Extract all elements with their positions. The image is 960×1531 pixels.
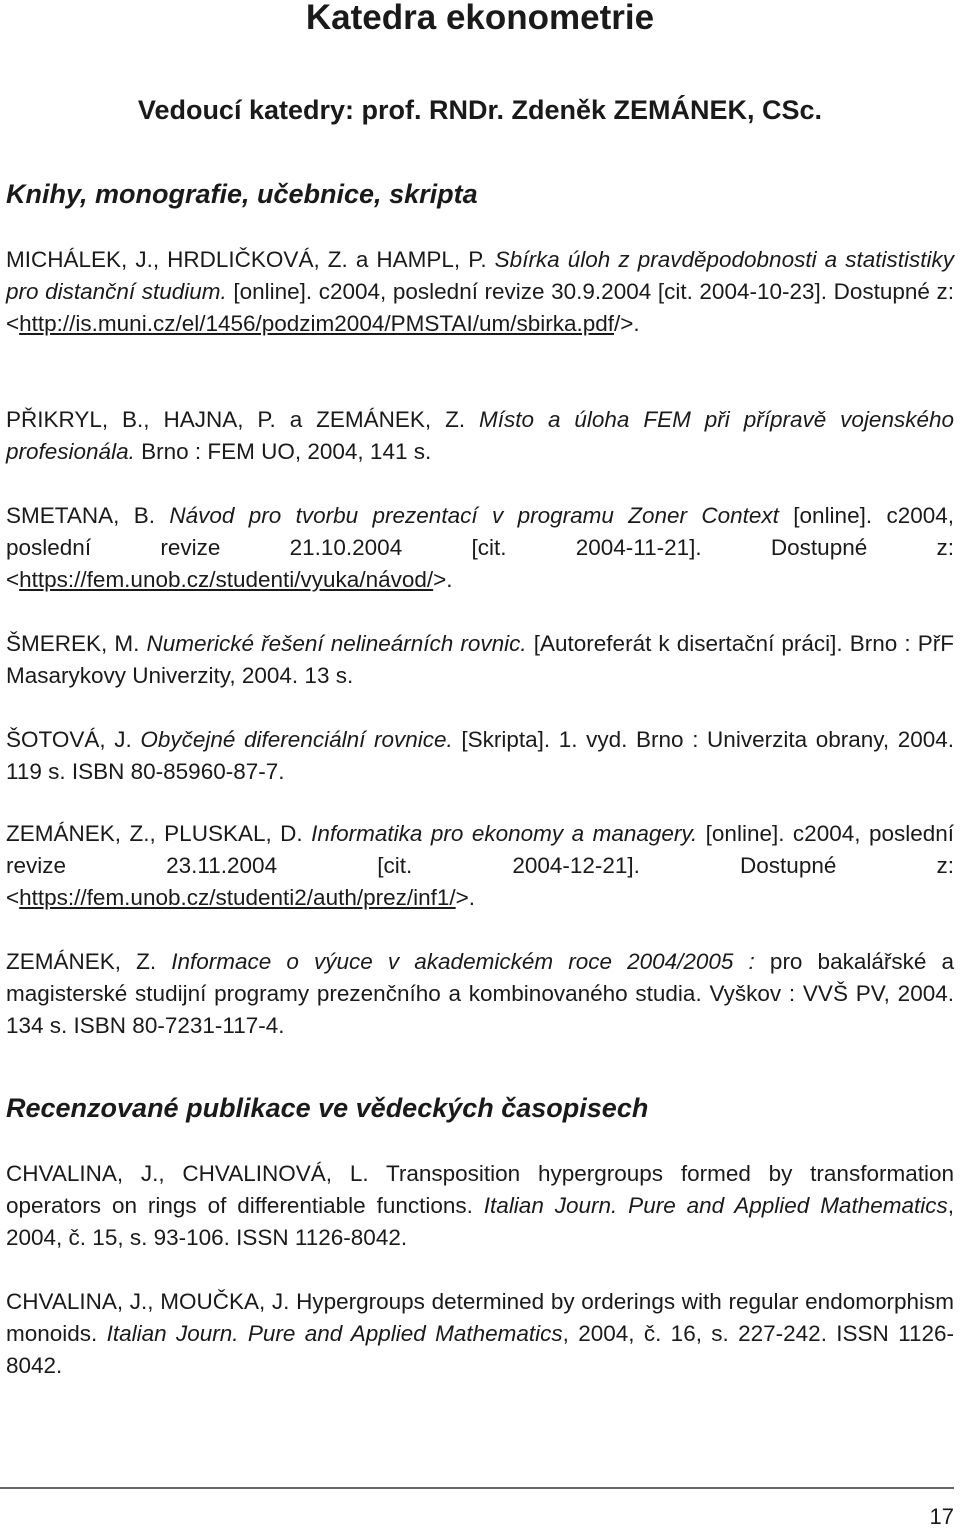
entry-details: [online]. c2004, poslední revize 23.11.2004 [cit. 2004-12-21]. Dostupné z: < — [6, 821, 955, 910]
entry-authors: ZEMÁNEK, Z., PLUSKAL, D. — [6, 821, 312, 846]
entry-details: [Autoreferát k disertační práci]. Brno : PřF Masarykovy Univerzity, 2004. 13 s. — [6, 631, 954, 688]
entry-journal: Italian Journ. Pure and Applied Mathematics — [106, 1321, 563, 1346]
entry-authors: ZEMÁNEK, Z. — [6, 949, 172, 974]
entry-tail: />. — [614, 311, 640, 336]
bibliography-entry — [6, 1158, 954, 1254]
entry-authors: CHVALINA, J., CHVALINOVÁ, L. Transposition hypergroups formed by transformation operators on rings of differentiable functions. — [6, 1161, 954, 1218]
page-title: Katedra ekonometrie — [305, 0, 655, 37]
entry-details: [Skripta]. 1. vyd. Brno : Univerzita obrany, 2004. 119 s. ISBN 80-85960-87-7. — [6, 727, 955, 784]
entry-journal: Italian Journ. Pure and Applied Mathematics — [483, 1193, 948, 1218]
entry-authors: ŠMEREK, M. — [6, 631, 147, 656]
entry-link[interactable]: http://is.muni.cz/el/1456/podzim2004/PMSTAI/um/sbirka.pdf — [19, 311, 614, 336]
bibliography-entry — [6, 818, 954, 914]
bibliography-entry — [6, 500, 954, 596]
bibliography-entry — [6, 724, 954, 788]
entry-details: [online]. c2004, poslední revize 21.10.2004 [cit. 2004-11-21]. Dostupné z: < — [6, 503, 955, 592]
entry-tail: >. — [455, 885, 476, 910]
entry-details: , 2004, č. 15, s. 93-106. ISSN 1126-8042. — [6, 1193, 954, 1250]
entry-title: Místo a úloha FEM při přípravě vojenského profesionála. — [6, 407, 955, 464]
entry-title: Informace o výuce v akademickém roce 2004/2005 : — [171, 949, 755, 974]
section-heading-books: Knihy, monografie, učebnice, skripta — [6, 179, 478, 209]
entry-details: [online]. c2004, poslední revize 30.9.2004 [cit. 2004-10-23]. Dostupné z: < — [6, 279, 954, 336]
entry-authors: ŠOTOVÁ, J. — [6, 727, 141, 752]
footer-divider — [0, 1487, 954, 1489]
entry-details: , 2004, č. 16, s. 227-242. ISSN 1126-8042. — [6, 1321, 954, 1378]
entry-authors: MICHÁLEK, J., HRDLIČKOVÁ, Z. a HAMPL, P. — [6, 247, 495, 272]
entry-details: pro bakalářské a magisterské studijní programy prezenčního a kombinovaného studia. Vyškov : VVŠ PV, 2004. 134 s. ISBN 80-7231-117-4. — [6, 949, 954, 1038]
bibliography-entry — [6, 404, 954, 468]
entry-title: Sbírka úloh z pravděpodobnosti a statististiky pro distanční studium. — [6, 247, 954, 304]
entry-title: Informatika pro ekonomy a managery. — [311, 821, 698, 846]
entry-title: Návod pro tvorbu prezentací v programu Zoner Context — [169, 503, 779, 528]
entry-title: Obyčejné diferenciální rovnice. — [140, 727, 453, 752]
bibliography-entry — [6, 946, 954, 1042]
entry-link[interactable]: https://fem.unob.cz/studenti/vyuka/návod/ — [19, 567, 434, 592]
entry-details: Brno : FEM UO, 2004, 141 s. — [134, 439, 432, 464]
department-head: Vedoucí katedry: prof. RNDr. Zdeněk ZEMÁNEK, CSc. — [137, 95, 823, 125]
bibliography-entry — [6, 628, 954, 692]
entry-link[interactable]: https://fem.unob.cz/studenti2/auth/prez/inf1/ — [19, 885, 456, 910]
entry-authors: PŘIKRYL, B., HAJNA, P. a ZEMÁNEK, Z. — [6, 407, 480, 432]
bibliography-entry — [6, 1286, 954, 1382]
entry-authors: CHVALINA, J., MOUČKA, J. Hypergroups determined by orderings with regular endomorphism monoids. — [6, 1289, 954, 1346]
entry-title: Numerické řešení nelineárních rovnic. — [146, 631, 527, 656]
entry-authors: SMETANA, B. — [6, 503, 170, 528]
entry-tail: >. — [433, 567, 453, 592]
page-number: 17 — [929, 1504, 954, 1529]
section-heading-reviewed: Recenzované publikace ve vědeckých časopisech — [6, 1093, 649, 1123]
bibliography-entry — [6, 244, 954, 340]
